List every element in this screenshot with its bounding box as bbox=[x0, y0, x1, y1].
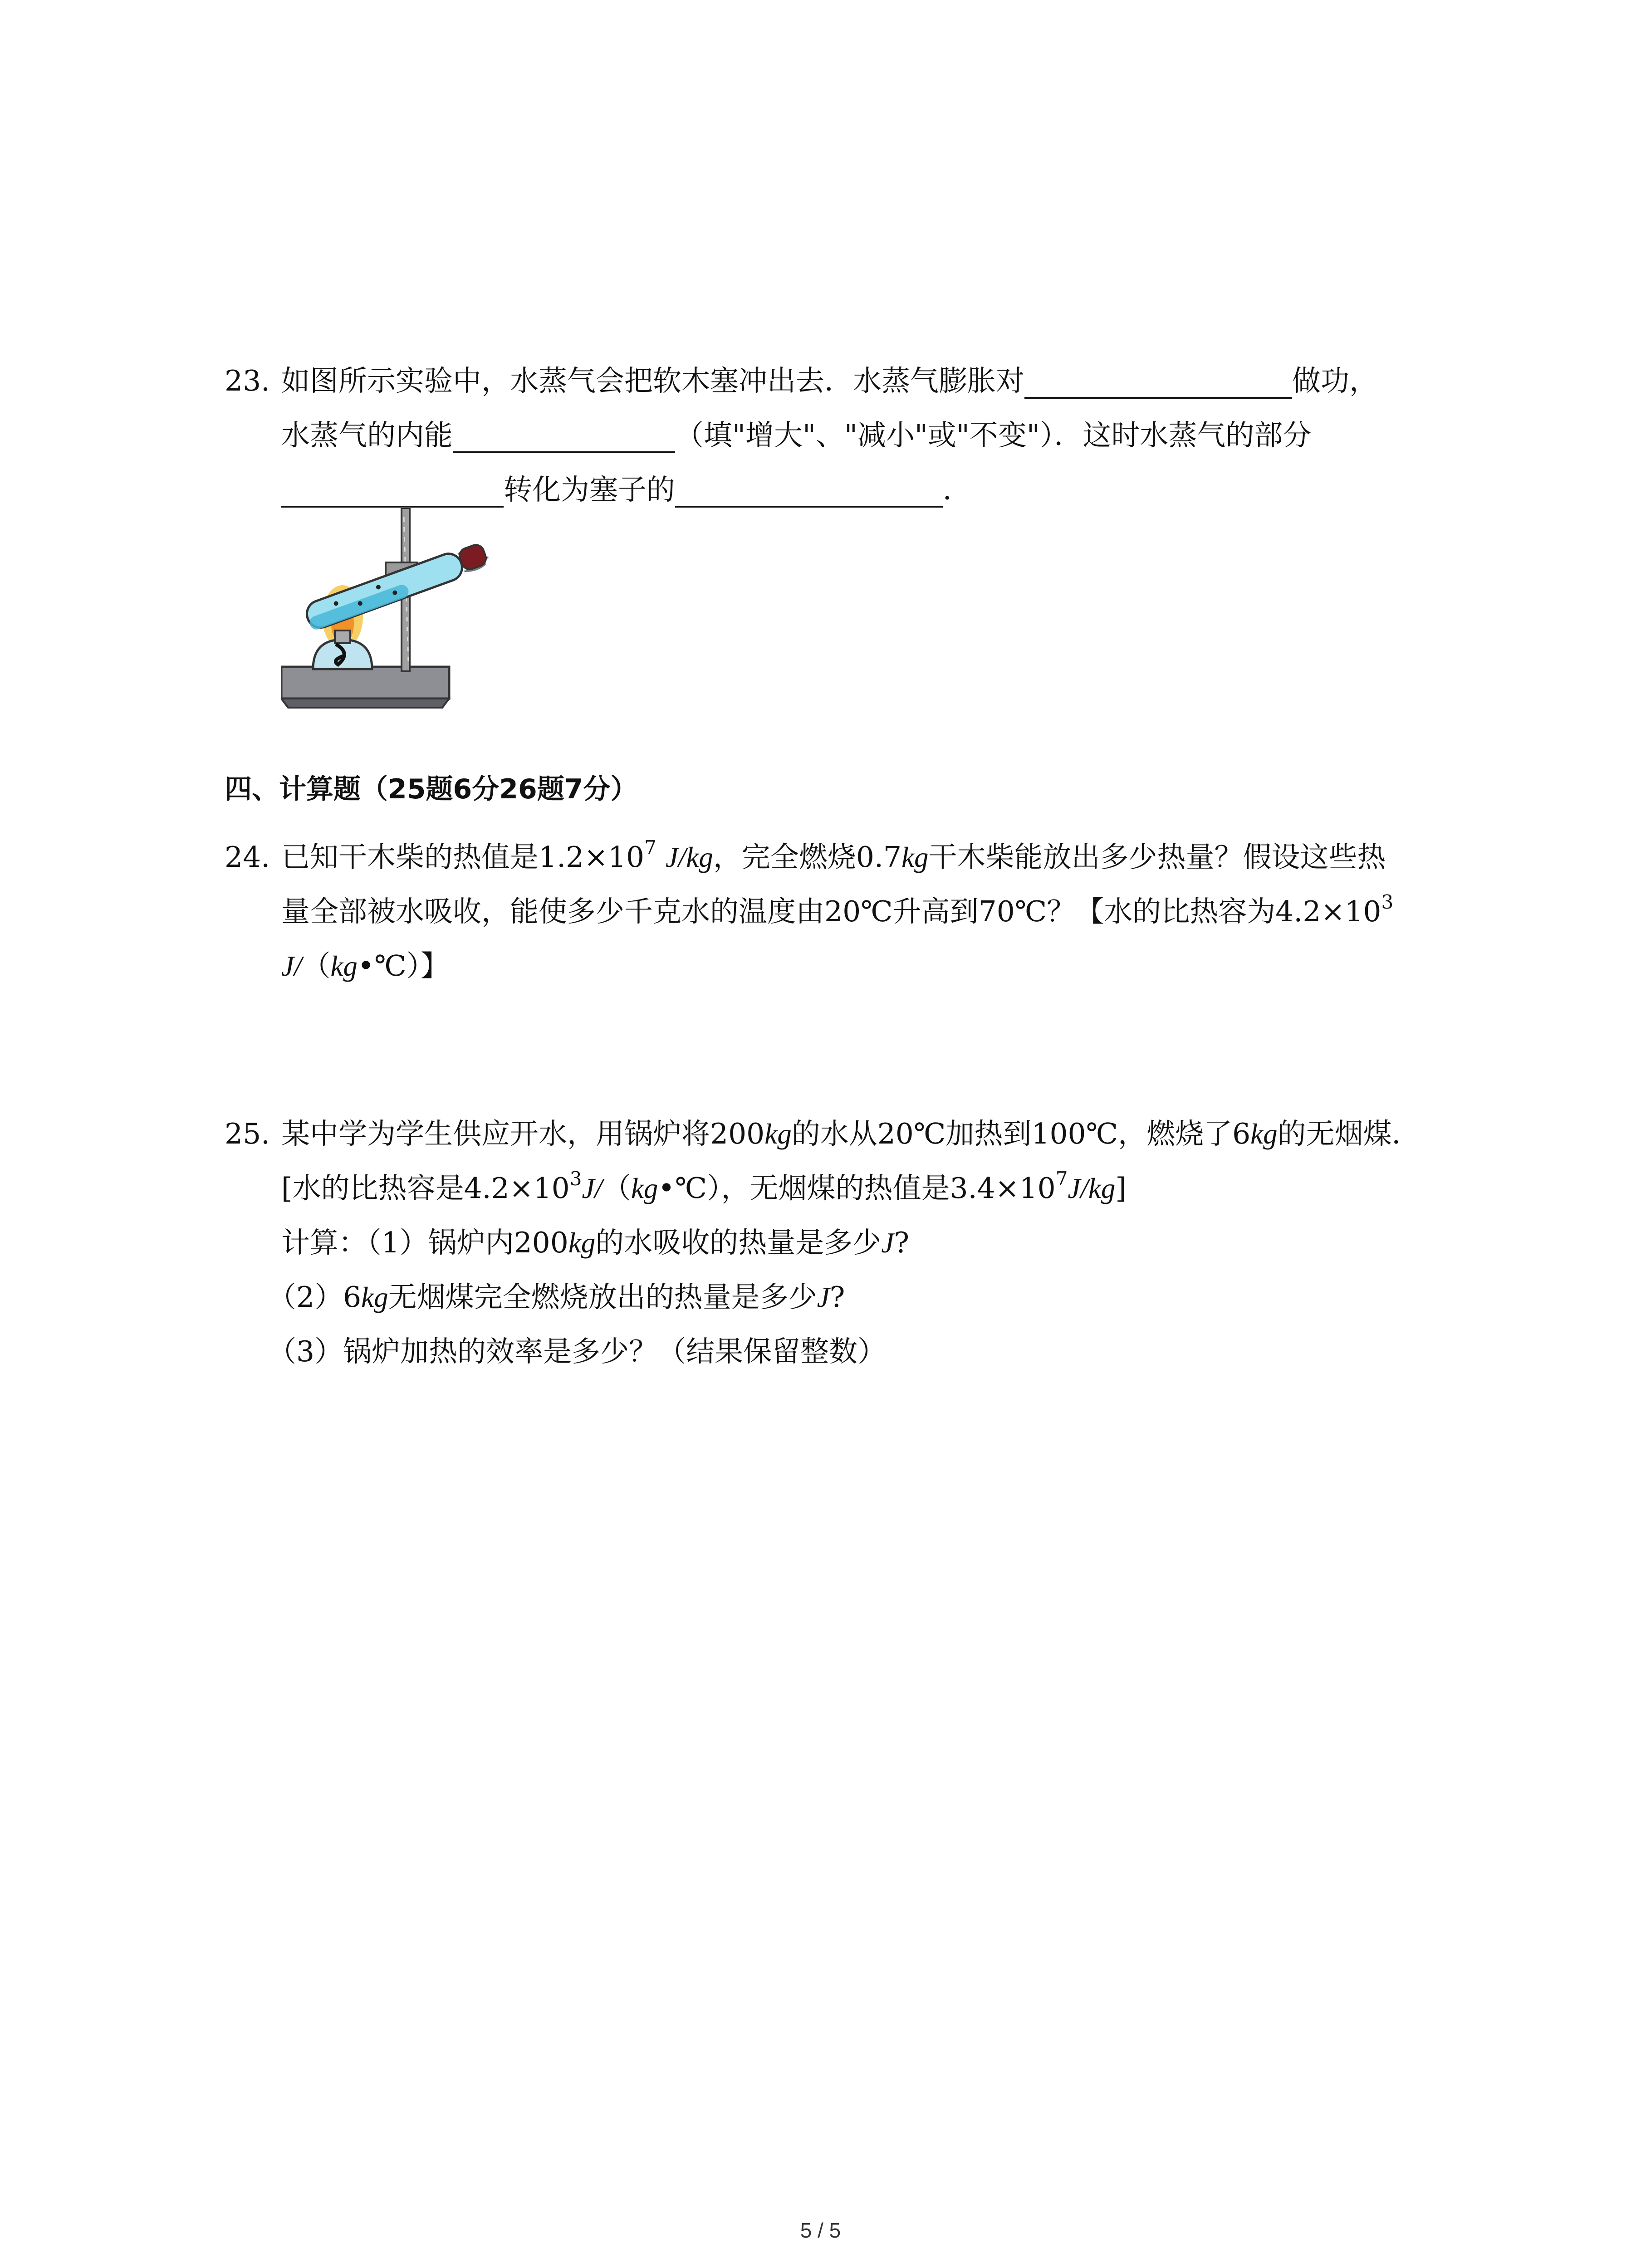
question-line: 转化为塞子的 ． bbox=[225, 463, 1450, 517]
answer-blank[interactable] bbox=[281, 474, 504, 508]
test-tube-steam-experiment-icon bbox=[281, 508, 508, 721]
question-line: 水蒸气的内能 （填"增大"、"减小"或"不变"）．这时水蒸气的部分 bbox=[225, 408, 1450, 463]
question-line: （2）6kg无烟煤完全燃烧放出的热量是多少J? bbox=[268, 1281, 845, 1314]
section-heading: 四、计算题（25题6分26题7分） bbox=[225, 773, 638, 805]
question-line: 计算：（1）锅炉内200kg的水吸收的热量是多少J? bbox=[281, 1226, 910, 1259]
question-line: J/（kg•℃）】 bbox=[281, 949, 450, 982]
question-number: 25. bbox=[225, 1117, 270, 1150]
question-line: （3）锅炉加热的效率是多少？（结果保留整数） bbox=[268, 1335, 887, 1368]
page-number: 5 / 5 bbox=[800, 2219, 841, 2242]
question-number: 24. bbox=[225, 841, 270, 874]
question-number: 23. bbox=[225, 364, 270, 397]
question-25 bbox=[225, 1107, 1450, 1379]
question-line: [水的比热容是$4.2\times 10^3J/(kg•℃)$，无烟煤的热值是$3.4\times 10^7J/kg$] bbox=[281, 1168, 1127, 1205]
answer-blank[interactable] bbox=[675, 474, 943, 508]
question-24 bbox=[225, 830, 1450, 993]
question-line: 如图所示实验中，水蒸气会把软木塞冲出去．水蒸气膨胀对 做功， bbox=[225, 354, 1450, 408]
question-line: 已知干木柴的热值是$1.2\times 10^7$ J/kg，完全燃烧0.7kg干木柴能放出多少热量？假设这些热 bbox=[281, 836, 1386, 874]
answer-blank[interactable] bbox=[1024, 365, 1292, 399]
question-line: 某中学为学生供应开水，用锅炉将200kg的水从20℃加热到100℃，燃烧了6kg的无烟煤． bbox=[281, 1117, 1421, 1150]
question-line: 量全部被水吸收，能使多少千克水的温度由20℃升高到70℃？【水的比热容为$4.2\times 10^3$ bbox=[281, 891, 1394, 928]
answer-blank[interactable] bbox=[453, 420, 675, 453]
question-23 bbox=[225, 354, 1450, 517]
